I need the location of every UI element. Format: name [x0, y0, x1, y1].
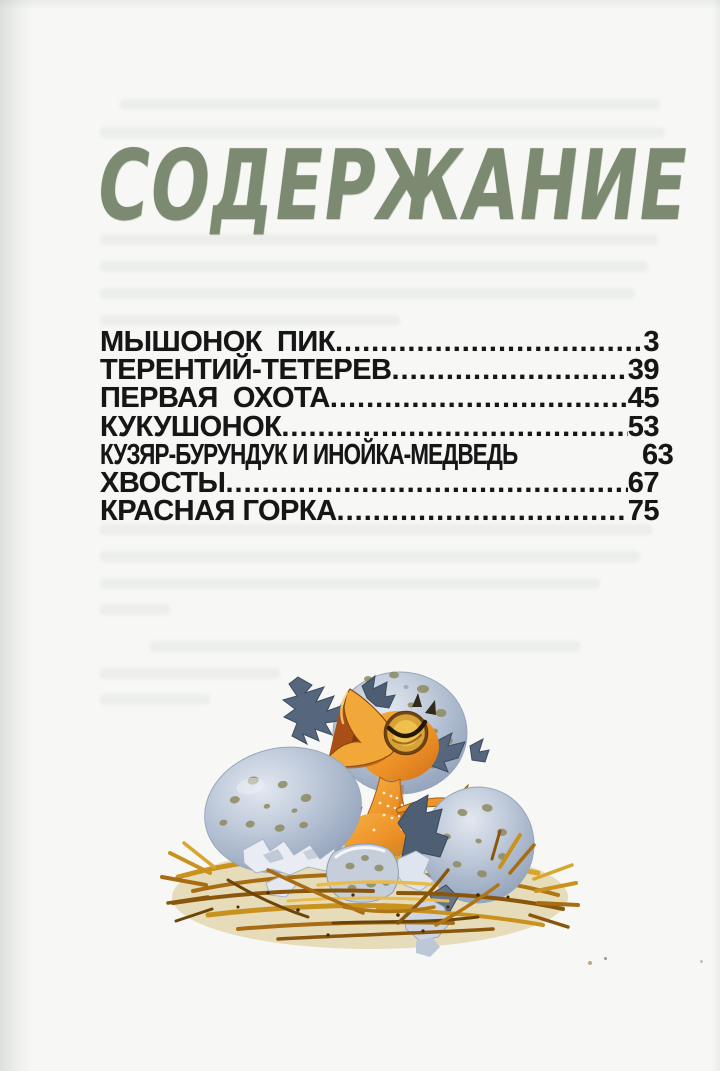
toc-dotted-leader — [335, 328, 643, 356]
toc-entry — [100, 382, 659, 415]
scan-edge-shadow-top — [0, 0, 720, 10]
toc-entry-page: 53 — [627, 410, 659, 443]
hatching-chick-illustration — [148, 645, 592, 980]
toc-entry — [100, 495, 659, 528]
scan-speck — [588, 961, 592, 965]
toc-entry-title: ХВОСТЫ — [100, 466, 226, 499]
toc-dotted-leader — [337, 497, 628, 525]
toc-dotted-leader — [392, 356, 628, 384]
toc-entry — [100, 354, 659, 387]
toc-entry-page: 63 — [642, 438, 674, 471]
toc-dotted-leader — [225, 469, 627, 497]
toc-entry-page: 75 — [627, 495, 659, 528]
page-title: СОДЕРЖАНИЕ — [90, 129, 696, 242]
toc-entry — [100, 438, 674, 471]
toc-entry-page: 3 — [643, 326, 659, 358]
toc-entry-page: 39 — [627, 354, 659, 387]
toc-entry-title: КУКУШОНОК — [100, 410, 282, 443]
toc-entry — [100, 410, 659, 443]
toc-entry-page: 45 — [627, 382, 659, 415]
toc-list — [100, 326, 674, 528]
scan-edge-shadow-right — [712, 0, 720, 1071]
toc-entry-page: 67 — [627, 466, 659, 499]
scan-speck — [700, 960, 703, 963]
toc-entry-title: КРАСНАЯ ГОРКА — [100, 495, 337, 528]
toc-entry — [100, 466, 659, 499]
toc-entry-title: ТЕРЕНТИЙ-ТЕТЕРЕВ — [100, 354, 392, 387]
toc-dotted-leader — [330, 384, 628, 412]
scan-edge-shadow-left — [0, 0, 34, 1071]
toc-entry — [100, 328, 659, 356]
toc-entry-title: ПЕРВАЯ ОХОТА — [100, 382, 330, 415]
toc-entry-title: МЫШОНОК ПИК — [100, 326, 335, 358]
toc-dotted-leader — [281, 413, 627, 441]
scan-speck — [604, 957, 607, 960]
toc-entry-title: КУЗЯР-БУРУНДУК И ИНОЙКА-МЕДВЕДЬ — [100, 438, 518, 471]
